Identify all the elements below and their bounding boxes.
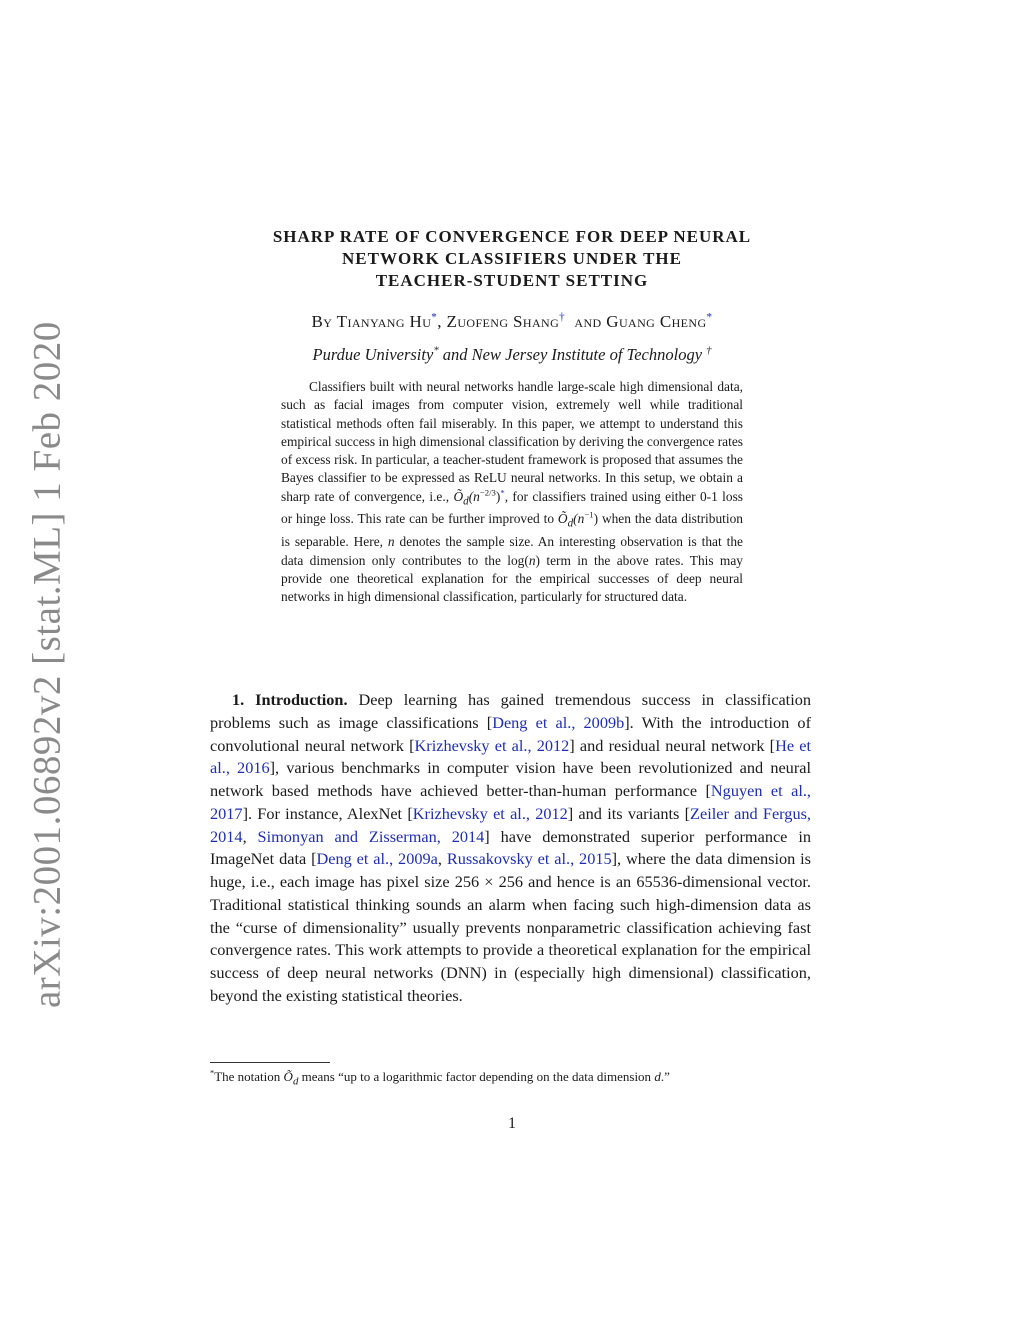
intro-text-5: ]. For instance, AlexNet [ <box>242 803 413 823</box>
footnote-text-1: The notation <box>214 1069 284 1084</box>
citation-link[interactable]: Russakovsky et al., 2015 <box>446 849 612 869</box>
rate-math-2 <box>557 509 599 531</box>
abstract-text-5: ) term in the above rates. This may provide one theoretical explanation for the empirical successes of deep neural networks in high dimensional classification, particularly for structured data. <box>281 552 743 605</box>
intro-text-3: ] and residual neural network [ <box>569 735 776 755</box>
footnote-d-symbol: d <box>654 1069 661 1084</box>
rate-close-2: ) <box>593 511 599 527</box>
citation-link[interactable]: Krizhevsky et al., 2012 <box>414 735 570 755</box>
intro-text-9: , <box>437 849 447 869</box>
rate-exponent-2: −1 <box>584 509 594 520</box>
rate-subscript-2: d <box>567 518 574 531</box>
footnote-text-3: .” <box>660 1069 670 1084</box>
arxiv-identifier-stamp: arXiv:2001.06892v2 [stat.ML] 1 Feb 2020 <box>25 321 69 1009</box>
affiliation <box>180 345 844 365</box>
abstract-text-1: Classifiers built with neural networks handle large-scale high dimensional data, such as facial images from computer vision, extremely well while traditional statistical methods often fail miserably. In this paper, we attempt to understand this empirical success in high dimensional classification by deriving the convergence rates of excess risk. In particular, a teacher-student framework is proposed that assumes the Bayes classifier to be expressed as ReLU neural networks. In this setup, we obtain a sharp rate of convergence, i.e., <box>281 379 743 504</box>
rate-subscript: d <box>463 495 469 508</box>
rate-math-1 <box>453 487 505 508</box>
citation-link[interactable]: He et al., 2016 <box>210 735 812 778</box>
page-number: 1 <box>508 1115 516 1132</box>
by-word: By <box>311 312 333 331</box>
rate-close: ) <box>495 488 501 504</box>
rate-argument: (n <box>468 488 480 504</box>
intro-text-4: ], various benchmarks in computer vision have been revolutionized and neural network based methods have achieved better-than-human performance [ <box>210 758 811 800</box>
abstract <box>281 378 743 606</box>
introduction-section <box>210 689 811 1008</box>
title-line-2: NETWORK CLASSIFIERS UNDER THE <box>342 249 682 268</box>
rate-symbol: Õ <box>453 488 464 504</box>
section-heading: 1. Introduction. <box>232 690 348 709</box>
affiliation-mark-2: † <box>706 344 712 357</box>
citation-link[interactable]: Krizhevsky et al., 2012 <box>412 803 568 823</box>
author-shang: Zuofeng Shang <box>446 312 560 331</box>
affiliation-mark-1: * <box>433 344 439 357</box>
footnote-mark: * <box>210 1067 215 1078</box>
citation-link[interactable]: Zeiler and Fergus, 2014 <box>210 803 811 846</box>
footnote-subscript: d <box>292 1075 299 1088</box>
title-line-3: TEACHER-STUDENT SETTING <box>375 271 649 290</box>
citation-link[interactable]: Simonyan and Zisserman, 2014 <box>257 826 485 846</box>
intro-text-1: Deep learning has gained tremendous success in classification problems such as image classifications [ <box>210 690 811 732</box>
footnote-link-star[interactable]: * <box>500 487 505 498</box>
abstract-text-3: when the data distribution is separable. Here, <box>281 511 743 550</box>
rate-exponent: −2/3 <box>479 487 496 498</box>
and-word: and <box>574 312 602 331</box>
affiliation-njit: and New Jersey Institute of Technology <box>438 345 707 364</box>
n-symbol: n <box>387 534 395 550</box>
footnote-symbol: Õ <box>283 1069 293 1084</box>
rate-argument-2: (n <box>573 511 585 527</box>
author-list <box>180 312 844 332</box>
paper-title <box>180 226 844 292</box>
title-line-1: SHARP RATE OF CONVERGENCE FOR DEEP NEURAL <box>272 227 752 246</box>
abstract-text-4: denotes the sample size. An interesting observation is that the data dimension only contributes to the log( <box>281 534 743 568</box>
citation-link[interactable]: Deng et al., 2009b <box>492 712 625 732</box>
n-symbol-2: n <box>528 552 536 568</box>
author-comma: , <box>437 312 442 331</box>
intro-text-6: ] and its variants [ <box>567 803 691 823</box>
author-cheng: Guang Cheng <box>606 312 707 331</box>
citation-link[interactable]: Deng et al., 2009a <box>316 849 438 869</box>
intro-text-8: ] have demonstrated superior performance in ImageNet data [ <box>210 826 811 869</box>
footnote-divider <box>210 1062 330 1063</box>
intro-text-7: , <box>242 826 258 846</box>
author-hu-mark[interactable]: * <box>431 311 438 324</box>
author-cheng-mark[interactable]: * <box>706 311 713 324</box>
affiliation-purdue: Purdue University <box>312 345 434 364</box>
author-hu: Tianyang Hu <box>336 312 432 331</box>
footnote <box>210 1068 811 1091</box>
intro-text-10: ], where the data dimension is huge, i.e., each image has pixel size 256 × 256 and hence is an 65536-dimensional vector. Traditional statistical thinking sounds an alarm when facing such high-dimension data as the “curse of dimensionality” usually prevents nonparametric classification achieving fast convergence rates. This work attempts to provide a theoretical explanation for the empirical success of deep neural networks (DNN) in (especially high dimensional) classification, beyond the existing statistical theories. <box>210 849 812 1005</box>
abstract-text-2: , for classifiers trained using either 0-1 loss or hinge loss. This rate can be further improved to <box>281 488 743 527</box>
footnote-text-2: means “up to a logarithmic factor depending on the data dimension <box>298 1069 655 1084</box>
rate-symbol-2: Õ <box>557 511 568 527</box>
author-shang-mark[interactable]: † <box>559 311 566 324</box>
intro-text-2: ]. With the introduction of convolutional neural network [ <box>210 712 811 755</box>
citation-link[interactable]: Nguyen et al., 2017 <box>210 781 812 823</box>
